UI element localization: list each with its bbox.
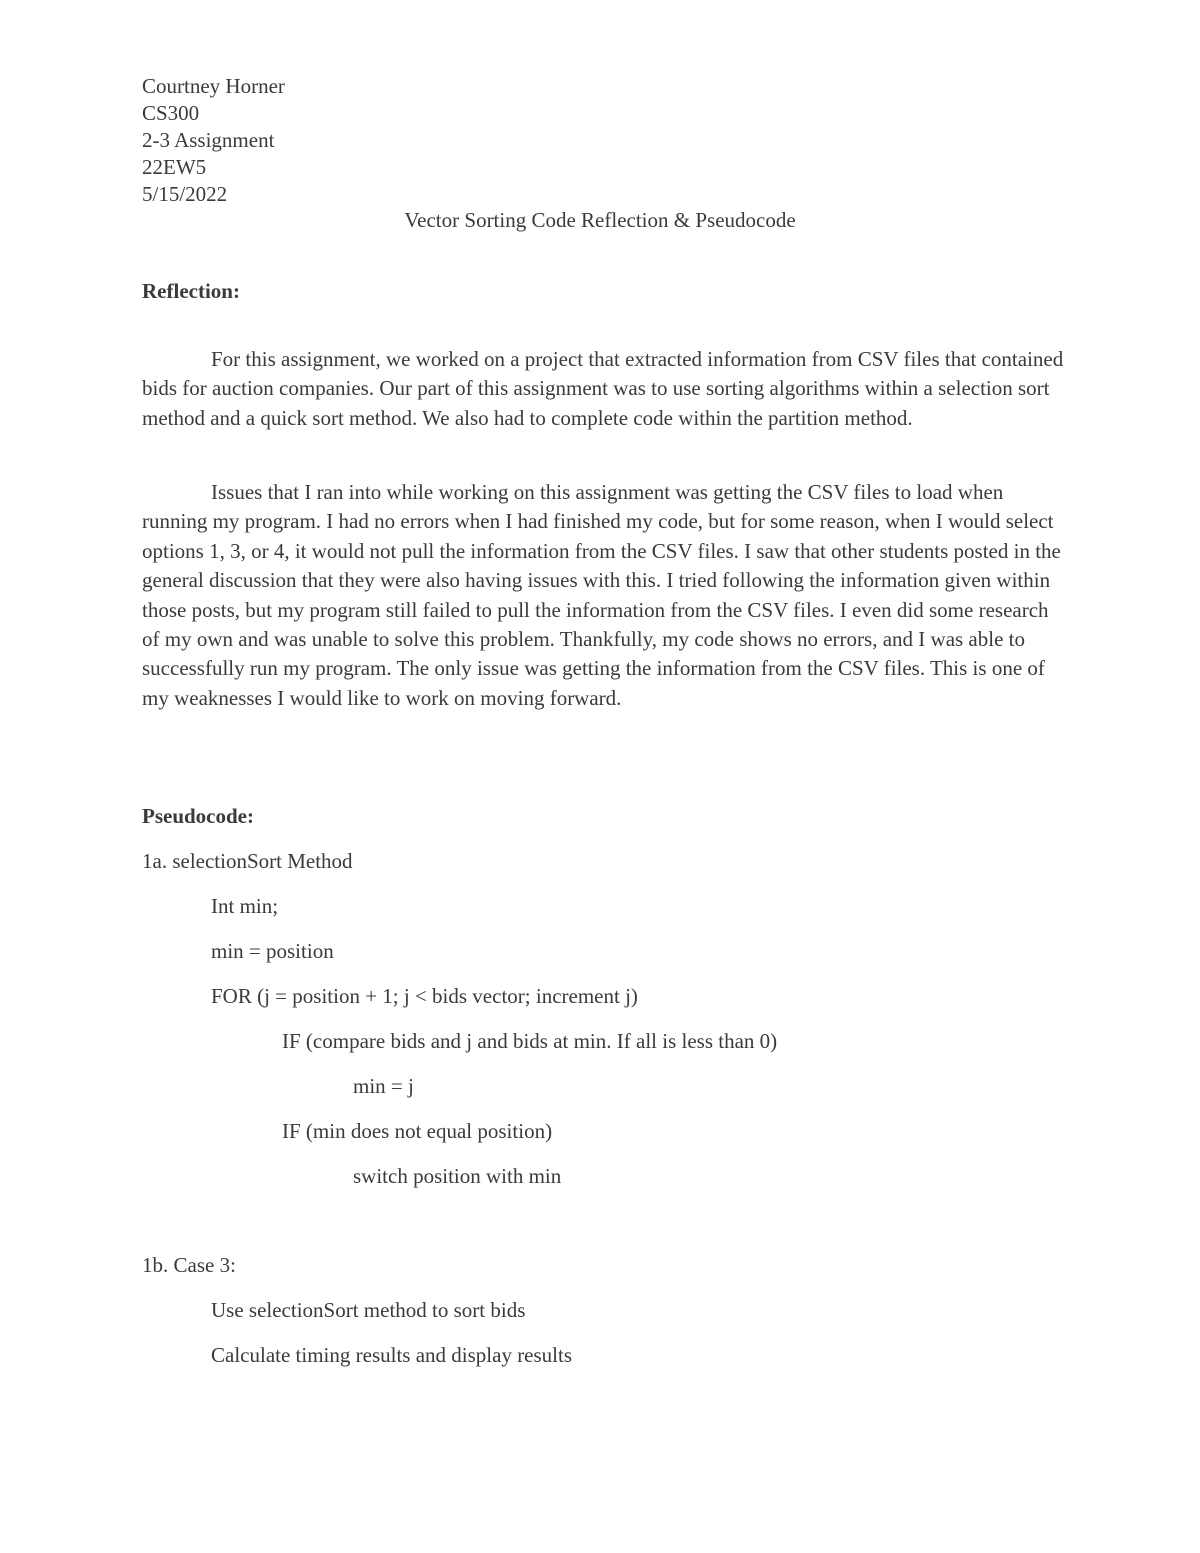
assignment-name: 2-3 Assignment bbox=[142, 128, 275, 152]
code-line: min = position bbox=[211, 939, 334, 963]
author-name: Courtney Horner bbox=[142, 74, 285, 98]
code-line: IF (min does not equal position) bbox=[282, 1119, 553, 1143]
section-1a-label: 1a. selectionSort Method bbox=[142, 849, 353, 873]
code-line: switch position with min bbox=[353, 1164, 562, 1188]
document-date: 5/15/2022 bbox=[142, 182, 228, 206]
code-line: Calculate timing results and display results bbox=[211, 1343, 573, 1367]
course-code: CS300 bbox=[142, 101, 200, 125]
code-line: IF (compare bids and j and bids at min. If all is less than 0) bbox=[282, 1029, 778, 1053]
code-line: min = j bbox=[353, 1074, 414, 1098]
reflection-paragraph-2: Issues that I ran into while working on this assignment was getting the CSV files to load when running my program. I had no errors when I had finished my code, but for some reason, when I would select options 1, 3, or 4, it would not pull the information from the CSV files. I saw that other students posted in the general discussion that they were also having issues with this. I tried following the information given within those posts, but my program still failed to pull the information from the CSV files. I even did some research of my own and was unable to solve this problem. Thankfully, my code shows no errors, and I was able to successfully run my program. The only issue was getting the information from the CSV files. This is one of my weaknesses I would like to work on moving forward. bbox=[142, 480, 1061, 710]
document-title: Vector Sorting Code Reflection & Pseudocode bbox=[404, 208, 796, 232]
code-line: FOR (j = position + 1; j < bids vector; increment j) bbox=[211, 984, 638, 1008]
code-line: Use selectionSort method to sort bids bbox=[211, 1298, 526, 1322]
section-1b-label: 1b. Case 3: bbox=[142, 1253, 236, 1277]
term-code: 22EW5 bbox=[142, 155, 207, 179]
reflection-paragraph-1: For this assignment, we worked on a project that extracted information from CSV files that contained bids for auction companies. Our part of this assignment was to use sorting algorithms within a selection sort method and a quick sort method. We also had to complete code within the partition method. bbox=[142, 347, 1064, 430]
pseudocode-heading: Pseudocode: bbox=[142, 804, 254, 828]
reflection-heading: Reflection: bbox=[142, 279, 240, 303]
code-line: Int min; bbox=[211, 894, 279, 918]
